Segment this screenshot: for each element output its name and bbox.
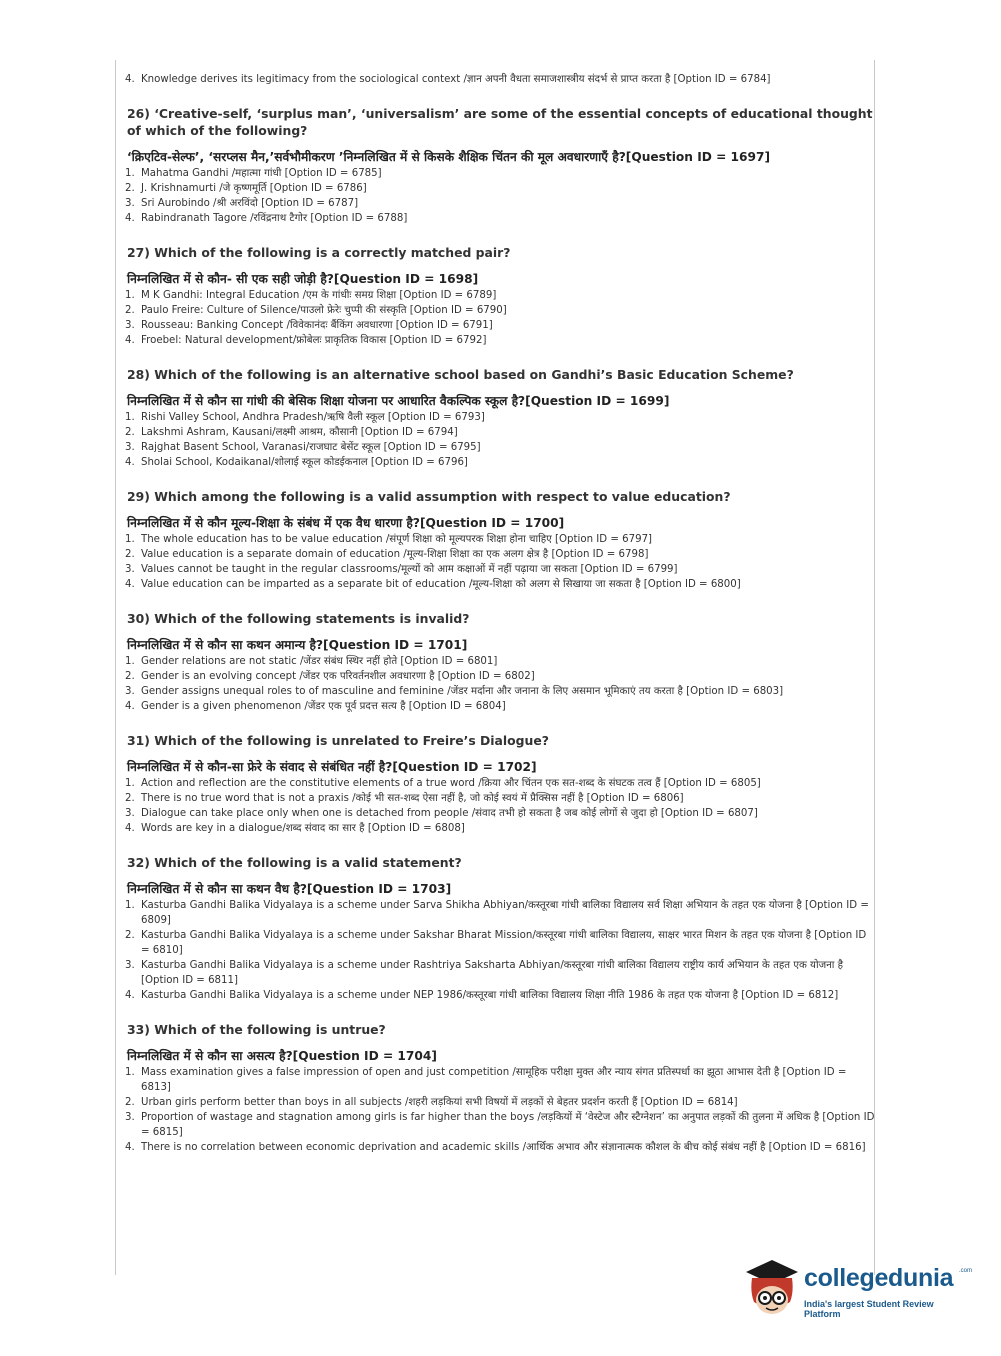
option-item bbox=[125, 928, 875, 958]
option-text: Values cannot be taught in the regular classrooms/मूल्यों को आम कक्षाओं में नहीं पढ़ाया जा सकता [Option ID = 6799] bbox=[141, 564, 678, 575]
option-item bbox=[125, 988, 875, 1003]
option-item bbox=[125, 72, 875, 87]
question-text-english: 27) Which of the following is a correctly matched pair? bbox=[127, 245, 511, 260]
option-text: Rabindranath Tagore /रविंद्रनाथ टैगोर [Option ID = 6788] bbox=[141, 213, 408, 224]
option-item bbox=[125, 654, 875, 669]
option-text: Words are key in a dialogue/शब्द संवाद का सार है [Option ID = 6808] bbox=[141, 823, 465, 834]
option-number: 4. bbox=[125, 1142, 135, 1153]
question-text-english: 32) Which of the following is a valid statement? bbox=[127, 855, 462, 870]
option-text: There is no correlation between economic deprivation and academic skills /आर्थिक अभाव और संज्ञानात्मक कौशल के बीच कोई संबंध नहीं है [Option ID = 6816] bbox=[141, 1142, 866, 1153]
option-text: Paulo Freire: Culture of Silence/पाउलो फ्रेरेः चुप्पी की संस्कृति [Option ID = 6790] bbox=[141, 305, 507, 316]
question-text-hindi: निम्नलिखित में से कौन सा कथन अमान्य है?[Question ID = 1701] bbox=[127, 638, 468, 652]
option-number: 3. bbox=[125, 564, 135, 575]
question-text-english: 29) Which among the following is a valid assumption with respect to value education? bbox=[127, 489, 731, 504]
option-item bbox=[125, 806, 875, 821]
option-number: 4. bbox=[125, 579, 135, 590]
question-list bbox=[115, 105, 875, 1155]
option-text: Froebel: Natural development/फ्रोबेलः प्राकृतिक विकास [Option ID = 6792] bbox=[141, 335, 487, 346]
question-text-hindi: निम्नलिखित में से कौन मूल्य-शिक्षा के संबंध में एक वैध धारणा है?[Question ID = 1700] bbox=[127, 516, 565, 530]
option-item bbox=[125, 1095, 875, 1110]
option-number: 1. bbox=[125, 534, 135, 545]
option-item bbox=[125, 958, 875, 988]
option-number: 1. bbox=[125, 168, 135, 179]
brand-domain: .com bbox=[959, 1268, 973, 1274]
option-text: Gender assigns unequal roles to of masculine and feminine /जेंडर मर्दाना और जनाना के लिए असमान भूमिकाएं तय करता है [Option ID = 6803] bbox=[141, 686, 784, 697]
option-item bbox=[125, 669, 875, 684]
question-text-hindi: निम्नलिखित में से कौन सा कथन वैध है?[Question ID = 1703] bbox=[127, 882, 452, 896]
carryover-options bbox=[115, 72, 875, 87]
option-number: 1. bbox=[125, 656, 135, 667]
question-text-english: 33) Which of the following is untrue? bbox=[127, 1022, 386, 1037]
option-number: 3. bbox=[125, 808, 135, 819]
option-item bbox=[125, 562, 875, 577]
option-number: 4. bbox=[125, 74, 135, 85]
option-number: 2. bbox=[125, 1097, 135, 1108]
option-text: Dialogue can take place only when one is detached from people /संवाद तभी हो सकता है जब कोई लोगों से जुदा हो [Option ID = 6807] bbox=[141, 808, 758, 819]
option-item bbox=[125, 898, 875, 928]
option-text: Value education is a separate domain of education /मूल्य-शिक्षा शिक्षा का एक अलग क्षेत्र है [Option ID = 6798] bbox=[141, 549, 649, 560]
option-number: 4. bbox=[125, 213, 135, 224]
option-item bbox=[125, 333, 875, 348]
option-number: 2. bbox=[125, 549, 135, 560]
option-number: 1. bbox=[125, 412, 135, 423]
option-text: M K Gandhi: Integral Education /एम के गांधीः समग्र शिक्षा [Option ID = 6789] bbox=[141, 290, 497, 301]
option-number: 3. bbox=[125, 686, 135, 697]
option-text: Kasturba Gandhi Balika Vidyalaya is a scheme under Sarva Shikha Abhiyan/कस्तूरबा गांधी बालिका विद्यालय सर्व शिक्षा अभियान के तहत एक योजना है [Option ID = 6809] bbox=[141, 900, 869, 926]
option-item bbox=[125, 410, 875, 425]
question-text-english: 31) Which of the following is unrelated to Freire’s Dialogue? bbox=[127, 733, 549, 748]
option-item bbox=[125, 440, 875, 455]
question-text-hindi: निम्नलिखित में से कौन सा गांधी की बेसिक शिक्षा योजना पर आधारित वैकल्पिक स्कूल है?[Question ID = 1699] bbox=[127, 394, 670, 408]
question-text-english: 30) Which of the following statements is invalid? bbox=[127, 611, 470, 626]
option-text: Kasturba Gandhi Balika Vidyalaya is a scheme under Rashtriya Saksharta Abhiyan/कस्तूरबा गांधी बालिका विद्यालय राष्ट्रीय कार्य अभियान के तहत एक योजना है [Option ID = 6811] bbox=[141, 960, 844, 986]
option-text: Sholai School, Kodaikanal/शोलाई स्कूल कोडईकनाल [Option ID = 6796] bbox=[141, 457, 468, 468]
option-item bbox=[125, 288, 875, 303]
option-item bbox=[125, 1065, 875, 1095]
question-text-hindi: निम्नलिखित में से कौन-सा फ्रेरे के संवाद से संबंधित नहीं है?[Question ID = 1702] bbox=[127, 760, 537, 774]
option-text: Urban girls perform better than boys in all subjects /शहरी लड़कियां सभी विषयों में लड़कों से बेहतर प्रदर्शन करती हैं [Option ID = 6814] bbox=[141, 1097, 738, 1108]
option-number: 3. bbox=[125, 960, 135, 971]
collegedunia-logo bbox=[742, 1258, 972, 1328]
option-text: Gender is an evolving concept /जेंडर एक परिवर्तनशील अवधारणा है [Option ID = 6802] bbox=[141, 671, 535, 682]
option-number: 2. bbox=[125, 671, 135, 682]
option-number: 2. bbox=[125, 305, 135, 316]
option-list bbox=[115, 776, 875, 836]
option-number: 2. bbox=[125, 427, 135, 438]
mascot-icon bbox=[742, 1258, 802, 1324]
option-text: Knowledge derives its legitimacy from the sociological context /ज्ञान अपनी वैधता समाजशास्त्रीय संदर्भ से प्राप्त करता है [Option ID = 6784] bbox=[141, 74, 771, 85]
option-list bbox=[115, 654, 875, 714]
option-text: Action and reflection are the constitutive elements of a true word /क्रिया और चिंतन एक सत-शब्द के संघटक तत्व हैं [Option ID = 6805] bbox=[141, 778, 761, 789]
question-text-hindi: निम्नलिखित में से कौन सा असत्य है?[Question ID = 1704] bbox=[127, 1049, 437, 1063]
brand-name: collegedunia bbox=[804, 1264, 954, 1292]
option-item bbox=[125, 455, 875, 470]
option-item bbox=[125, 776, 875, 791]
option-item bbox=[125, 699, 875, 714]
option-text: Mass examination gives a false impression of open and just competition /सामूहिक परीक्षा मुक्त और न्याय संगत प्रतिस्पर्धा का झूठा आभास देती है [Option ID = 6813] bbox=[141, 1067, 847, 1093]
option-number: 3. bbox=[125, 1112, 135, 1123]
option-item bbox=[125, 211, 875, 226]
option-number: 4. bbox=[125, 335, 135, 346]
option-number: 1. bbox=[125, 778, 135, 789]
brand-tagline: India's largest Student Review Platform bbox=[804, 1299, 934, 1319]
option-text: Proportion of wastage and stagnation among girls is far higher than the boys /लड़कियों में ‘वेस्टेज और स्टैग्नेशन’ का अनुपात लड़कों की तुलना में अधिक है [Option ID = 6815] bbox=[141, 1112, 875, 1138]
option-number: 3. bbox=[125, 320, 135, 331]
option-text: Gender is a given phenomenon /जेंडर एक पूर्व प्रदत्त सत्य है [Option ID = 6804] bbox=[141, 701, 506, 712]
option-number: 4. bbox=[125, 701, 135, 712]
option-number: 4. bbox=[125, 823, 135, 834]
option-item bbox=[125, 821, 875, 836]
question-text-hindi: निम्नलिखित में से कौन- सी एक सही जोड़ी है?[Question ID = 1698] bbox=[127, 272, 479, 286]
option-item bbox=[125, 181, 875, 196]
option-text: Kasturba Gandhi Balika Vidyalaya is a scheme under NEP 1986/कस्तूरबा गांधी बालिका विद्यालय शिक्षा नीति 1986 के तहत एक योजना है [Option ID = 6812] bbox=[141, 990, 839, 1001]
question-text-english: 28) Which of the following is an alternative school based on Gandhi’s Basic Education Scheme? bbox=[127, 367, 794, 382]
option-item bbox=[125, 577, 875, 592]
option-list bbox=[115, 288, 875, 348]
option-item bbox=[125, 166, 875, 181]
option-number: 2. bbox=[125, 183, 135, 194]
option-text: Value education can be imparted as a separate bit of education /मूल्य-शिक्षा को अलग से सिखाया जा सकता है [Option ID = 6800] bbox=[141, 579, 741, 590]
option-text: Kasturba Gandhi Balika Vidyalaya is a scheme under Sakshar Bharat Mission/कस्तूरबा गांधी बालिका विद्यालय, साक्षर भारत मिशन के तहत एक योजना है [Option ID = 6810] bbox=[141, 930, 867, 956]
option-text: The whole education has to be value education /संपूर्ण शिक्षा को मूल्यपरक शिक्षा होना चाहिए [Option ID = 6797] bbox=[141, 534, 653, 545]
option-number: 2. bbox=[125, 930, 135, 941]
option-item bbox=[125, 303, 875, 318]
question-text-hindi: ‘क्रिएटिव-सेल्फ’, ‘सरप्लस मैन,’सर्वभौमीकरण ’निम्नलिखित में से किसके शैक्षिक चिंतन की मूल अवधारणाएँ है?[Question ID = 1697] bbox=[127, 150, 771, 164]
option-item bbox=[125, 1110, 875, 1140]
option-number: 4. bbox=[125, 990, 135, 1001]
option-text: Rishi Valley School, Andhra Pradesh/ऋषि वैली स्कूल [Option ID = 6793] bbox=[141, 412, 485, 423]
option-text: Rajghat Basent School, Varanasi/राजघाट बेसेंट स्कूल [Option ID = 6795] bbox=[141, 442, 481, 453]
option-text: J. Krishnamurti /जे कृष्णमूर्ति [Option ID = 6786] bbox=[141, 183, 367, 194]
option-item bbox=[125, 547, 875, 562]
option-text: Mahatma Gandhi /महात्मा गांधी [Option ID = 6785] bbox=[141, 168, 382, 179]
option-item bbox=[125, 684, 875, 699]
option-list bbox=[115, 410, 875, 470]
option-number: 4. bbox=[125, 457, 135, 468]
option-text: Lakshmi Ashram, Kausani/लक्ष्मी आश्रम, कौसानी [Option ID = 6794] bbox=[141, 427, 458, 438]
option-item bbox=[125, 532, 875, 547]
question-text-english: 26) ‘Creative-self, ‘surplus man’, ‘universalism’ are some of the essential concepts of educational thought of which of the following? bbox=[127, 106, 873, 138]
option-number: 1. bbox=[125, 1067, 135, 1078]
option-item bbox=[125, 196, 875, 211]
option-number: 1. bbox=[125, 290, 135, 301]
option-number: 1. bbox=[125, 900, 135, 911]
option-text: There is no true word that is not a praxis /कोई भी सत-शब्द ऐसा नहीं है, जो कोई स्वयं में प्रैक्सिस नहीं है [Option ID = 6806] bbox=[141, 793, 684, 804]
option-text: Rousseau: Banking Concept /विवेकानंदः बैंकिंग अवधारणा [Option ID = 6791] bbox=[141, 320, 493, 331]
option-list bbox=[115, 166, 875, 226]
option-item bbox=[125, 1140, 875, 1155]
question-paper bbox=[115, 70, 875, 1155]
option-item bbox=[125, 791, 875, 806]
option-text: Gender relations are not static /जेंडर संबंध स्थिर नहीं होते [Option ID = 6801] bbox=[141, 656, 498, 667]
option-item bbox=[125, 318, 875, 333]
option-list bbox=[115, 532, 875, 592]
option-text: Sri Aurobindo /श्री अरविंदो [Option ID = 6787] bbox=[141, 198, 359, 209]
option-list bbox=[115, 898, 875, 1003]
option-list bbox=[115, 1065, 875, 1155]
option-item bbox=[125, 425, 875, 440]
option-number: 3. bbox=[125, 198, 135, 209]
option-number: 2. bbox=[125, 793, 135, 804]
option-number: 3. bbox=[125, 442, 135, 453]
